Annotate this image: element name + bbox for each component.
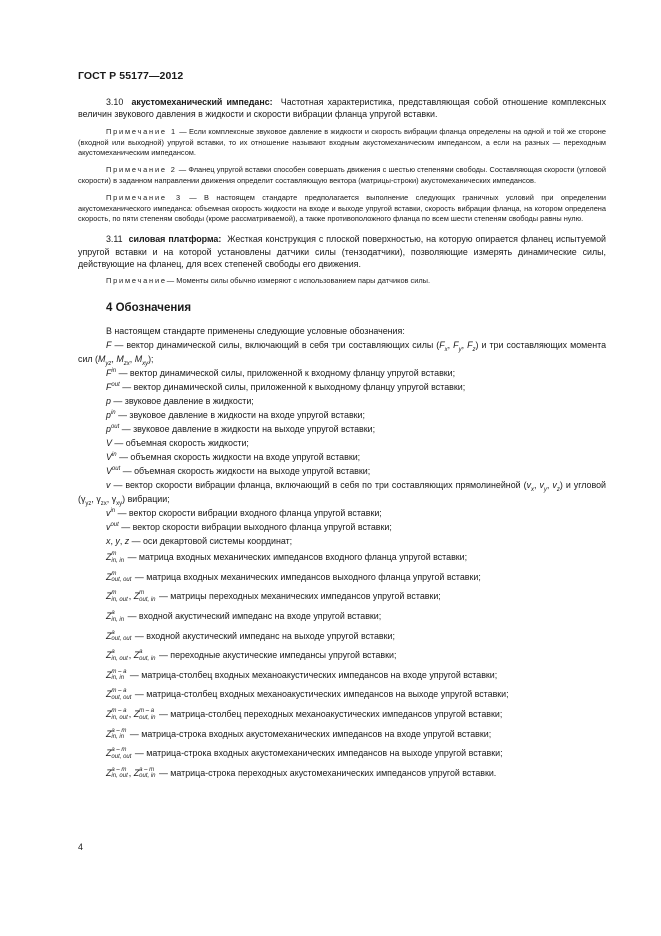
symbol-F: F — вектор динамической силы, включающий в себя три составляющих силы ($F_x$, $F_y$, $F_z$) и три составляющих момента сил ($M_{yz}$, $M_{zx}$, $M_{xy}$); xyxy=(78,340,607,367)
symbol-Vin: $V^{in}$ — объемная скорость жидкости на входе упругой вставки; xyxy=(106,452,361,463)
symbol-xyz: x, y, z — оси декартовой системы координат; xyxy=(106,536,293,547)
symbol-z-m-out-out: Z m out, out — матрица входных механических импедансов выходного фланца упругой вставки; xyxy=(106,570,481,584)
section-title: 4 Обозначения xyxy=(106,302,192,315)
term-3-10: 3.10 акустомеханический импеданс: Частотная характеристика, представляющая собой отношение комплексных величин звукового давления в жидкости и скорости вибрации фланца упругой вставки. xyxy=(78,97,607,120)
symbol-Fout: $F^{out}$ — вектор динамической силы, приложенной к выходному фланцу упругой вставки; xyxy=(106,382,466,393)
note-4: Примечание— Моменты силы обычно измеряют с использованием пары датчиков силы. xyxy=(106,276,431,286)
symbol-pout: $p^{out}$ — звуковое давление в жидкости на выходе упругой вставки; xyxy=(106,424,376,435)
symbol-Fin: $F^{in}$ — вектор динамической силы, приложенной к входному фланцу упругой вставки; xyxy=(106,368,456,379)
symbols-intro: В настоящем стандарте применены следующие условные обозначения: xyxy=(106,326,405,337)
symbol-vin: $v^{in}$ — вектор скорости вибрации входного фланца упругой вставки; xyxy=(106,508,382,519)
symbol-Vout: $V^{out}$ — объемная скорость жидкости на выходе упругой вставки; xyxy=(106,466,371,477)
page-content xyxy=(78,96,606,783)
symbol-z-ma-transfer: Z m – a in, out , Z m – a out, in — матрица-столбец переходных механоакустических импедансов упругой вставки; xyxy=(106,708,503,721)
symbol-z-ma-out-out: Z m – a out, out — матрица-столбец входных механоакустических импедансов на выходе упругой вставки; xyxy=(106,688,509,702)
symbol-z-a-out-out: Z a out, out — входной акустический импеданс на выходе упругой вставки; xyxy=(106,629,395,643)
symbol-z-a-transfer: Z a in, out , Z a out, in — переходные акустические импедансы упругой вставки; xyxy=(106,649,397,662)
symbol-z-m-transfer: Z m in, out , Z m out, in — матрицы переходных механических импедансов упругой вставки; xyxy=(106,590,441,604)
note-1: Примечание 1 — Если комплексные звуковое давление в жидкости и скорость вибрации фланца определены на одной и той же стороне (входной или выходной) упругой вставки, то их отношение называют входным акустомеханическим импедансом, а если на разных — переходным акустомеханическим импедансом. xyxy=(78,126,606,158)
symbol-z-am-out-out: Z a – m out, out — матрица-строка входных акустомеханических импедансов на выходе упругой вставки; xyxy=(106,747,503,760)
symbol-z-m-in-in: Z m in, in — матрица входных механических импедансов входного фланца упругой вставки; xyxy=(106,551,468,564)
note-3: Примечание 3 — В настоящем стандарте предполагается выполнение следующих граничных условий при определении акустомеханического импеданса: объемная скорость жидкости на входе и выходе упругой вставки, скорость вибрации фланца, на котором определена скорость, по пяти степеням свободы (кроме рассматриваемой), а также противоположного фланца по всем шести степеням свободы равны нулю. xyxy=(78,192,606,224)
term-3-11: 3.11 силовая платформа: Жесткая конструкция с плоской поверхностью, на которую опирается фланец испытуемой упругой вставки и на которой установлены датчики силы (тензодатчики), позволяющие измерять динамические силы, действующие на фланец, для всех степеней свободы его движения. xyxy=(78,234,606,269)
symbol-v: v — вектор скорости вибрации фланца, включающий в себя по три составляющих прямолинейной ($v_x$, $v_y$, $v_z$) и угловой ($\gamma_{yz}$, $\gamma_{zx}$, $\gamma_{xy}$) вибрации; xyxy=(78,480,606,507)
symbol-z-am-transfer: Z a – m in, out , Z a – m out, in — матрица-строка переходных акустомеханических импедансов упругой вставки. xyxy=(106,766,497,780)
symbol-z-a-in-in: Z a in, in — входной акустический импеданс на входе упругой вставки; xyxy=(106,610,382,623)
document-header: ГОСТ Р 55177—2012 xyxy=(78,70,184,82)
symbol-vout: $v^{out}$ — вектор скорости вибрации выходного фланца упругой вставки; xyxy=(106,522,392,533)
symbol-pin: $p^{in}$ — звуковое давление в жидкости на входе упругой вставки; xyxy=(106,410,365,421)
note-2: Примечание 2 — Фланец упругой вставки способен совершать движения с шестью степенями свободы. Составляющая скорости (угловой скорости) в заданном направлении движения определит составляющую вектора (матрицы-строки) акустомеханических импедансов. xyxy=(78,165,606,185)
symbol-V: V — объемная скорость жидкости; xyxy=(106,438,249,449)
symbol-z-am-in-in: Z a – m in, in — матрица-строка входных акустомеханических импедансов на входе упругой вставки; xyxy=(106,727,492,741)
page-number: 4 xyxy=(78,842,83,852)
symbol-z-ma-in-in: Z m – a in, in — матрица-столбец входных механоакустических импедансов на входе упругой вставки; xyxy=(106,668,498,682)
symbol-p: p — звуковое давление в жидкости; xyxy=(106,396,254,407)
